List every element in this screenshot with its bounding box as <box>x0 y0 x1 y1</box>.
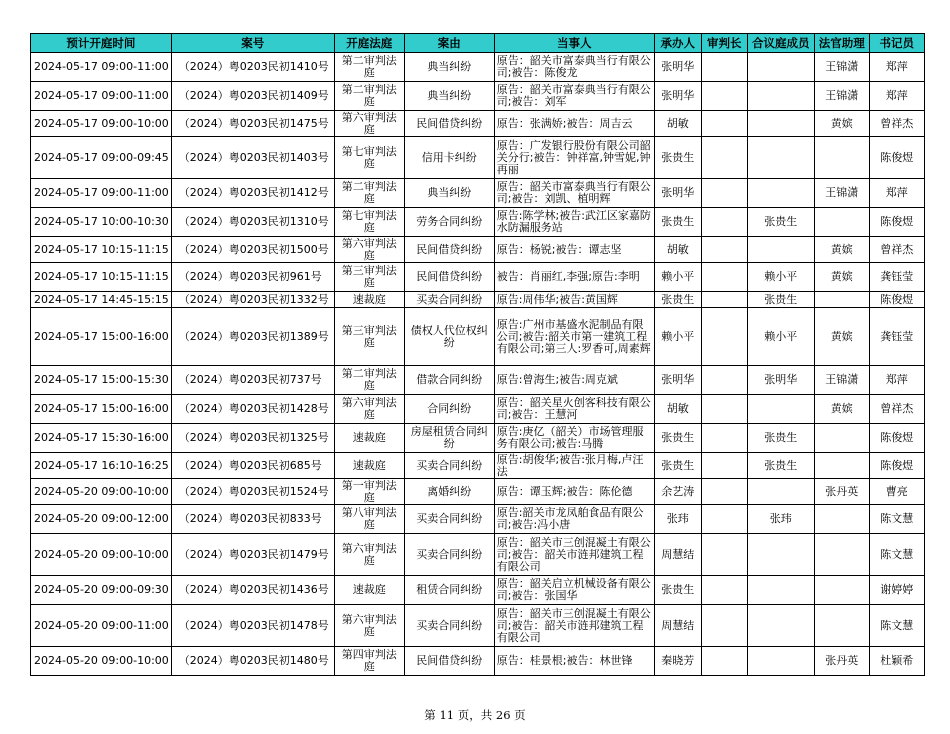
row-presiding <box>701 453 747 479</box>
row-cause: 典当纠纷 <box>404 82 494 111</box>
row-court: 第一审判法庭 <box>334 479 404 505</box>
row-presiding <box>701 179 747 208</box>
row-cause: 买卖合同纠纷 <box>404 292 494 308</box>
row-judge: 胡敏 <box>654 237 701 263</box>
row-panel <box>747 53 814 82</box>
table-row <box>31 292 925 308</box>
row-cause: 民间借贷纠纷 <box>404 647 494 676</box>
row-parties: 原告：谭玉辉;被告：陈伦德 <box>494 479 654 505</box>
row-parties: 被告：肖丽红,李强;原告:李明 <box>494 263 654 292</box>
row-case-no: （2024）粤0203民初1409号 <box>171 82 334 111</box>
row-cause: 借款合同纠纷 <box>404 366 494 395</box>
row-court: 第七审判法庭 <box>334 137 404 179</box>
row-time: 2024-05-20 09:00-11:00 <box>31 605 172 647</box>
row-case-no: （2024）粤0203民初737号 <box>171 366 334 395</box>
col-header-presiding: 审判长 <box>701 34 747 53</box>
page-footer: 第 11 页，共 26 页 <box>424 708 526 722</box>
row-presiding <box>701 53 747 82</box>
row-assistant: 王锦潇 <box>814 53 869 82</box>
row-judge: 张明华 <box>654 179 701 208</box>
col-header-time: 预计开庭时间 <box>31 34 172 53</box>
row-clerk: 谢婷婷 <box>869 576 924 605</box>
row-presiding <box>701 576 747 605</box>
row-time: 2024-05-17 09:00-11:00 <box>31 53 172 82</box>
row-time: 2024-05-20 09:00-09:30 <box>31 576 172 605</box>
row-time: 2024-05-20 09:00-10:00 <box>31 647 172 676</box>
row-parties: 原告：桂景根;被告：林世锋 <box>494 647 654 676</box>
row-case-no: （2024）粤0203民初1500号 <box>171 237 334 263</box>
row-judge: 张贵生 <box>654 208 701 237</box>
row-judge: 余艺涛 <box>654 479 701 505</box>
row-judge: 张贵生 <box>654 137 701 179</box>
row-panel: 赖小平 <box>747 263 814 292</box>
row-panel <box>747 576 814 605</box>
row-cause: 信用卡纠纷 <box>404 137 494 179</box>
row-court: 第四审判法庭 <box>334 647 404 676</box>
row-parties: 原告:广州市基盛水泥制品有限公司;被告:韶关市第一建筑工程有限公司;第三人:罗香可,周素辉 <box>494 308 654 366</box>
col-header-cause: 案由 <box>404 34 494 53</box>
row-court: 速裁庭 <box>334 292 404 308</box>
col-header-clerk: 书记员 <box>869 34 924 53</box>
col-header-parties: 当事人 <box>494 34 654 53</box>
row-assistant <box>814 208 869 237</box>
row-judge: 张明华 <box>654 53 701 82</box>
row-parties: 原告：韶关星火创客科技有限公司;被告：王慧河 <box>494 395 654 424</box>
row-assistant: 王锦潇 <box>814 366 869 395</box>
hearing-schedule-table <box>30 33 925 676</box>
row-judge: 赖小平 <box>654 263 701 292</box>
row-parties: 原告：韶关市三创混凝土有限公司;被告：韶关市涟邦建筑工程有限公司 <box>494 534 654 576</box>
row-clerk: 陈俊煜 <box>869 208 924 237</box>
row-presiding <box>701 263 747 292</box>
row-cause: 买卖合同纠纷 <box>404 534 494 576</box>
table-row <box>31 237 925 263</box>
row-court: 第二审判法庭 <box>334 366 404 395</box>
row-court: 第六审判法庭 <box>334 237 404 263</box>
row-clerk: 曾祥杰 <box>869 111 924 137</box>
row-parties: 原告:胡俊华;被告:张月梅,卢汪法 <box>494 453 654 479</box>
col-header-panel: 合议庭成员 <box>747 34 814 53</box>
row-panel: 赖小平 <box>747 308 814 366</box>
row-clerk: 陈文慧 <box>869 505 924 534</box>
row-court: 第三审判法庭 <box>334 263 404 292</box>
row-court: 第二审判法庭 <box>334 53 404 82</box>
row-cause: 债权人代位权纠纷 <box>404 308 494 366</box>
row-case-no: （2024）粤0203民初1332号 <box>171 292 334 308</box>
row-presiding <box>701 534 747 576</box>
row-cause: 民间借贷纠纷 <box>404 111 494 137</box>
row-time: 2024-05-17 15:30-16:00 <box>31 424 172 453</box>
row-clerk: 郑萍 <box>869 179 924 208</box>
row-time: 2024-05-20 09:00-10:00 <box>31 534 172 576</box>
row-judge: 胡敏 <box>654 395 701 424</box>
header-row <box>31 34 925 53</box>
row-presiding <box>701 82 747 111</box>
row-assistant <box>814 534 869 576</box>
row-panel <box>747 237 814 263</box>
row-case-no: （2024）粤0203民初685号 <box>171 453 334 479</box>
table-row <box>31 308 925 366</box>
row-case-no: （2024）粤0203民初1524号 <box>171 479 334 505</box>
row-cause: 典当纠纷 <box>404 53 494 82</box>
row-parties: 原告：张满娇;被告：周吉云 <box>494 111 654 137</box>
row-panel <box>747 395 814 424</box>
row-court: 速裁庭 <box>334 424 404 453</box>
row-presiding <box>701 292 747 308</box>
row-parties: 原告：韶关市富泰典当行有限公司;被告：刘凯、植明辉 <box>494 179 654 208</box>
row-cause: 劳务合同纠纷 <box>404 208 494 237</box>
row-court: 速裁庭 <box>334 453 404 479</box>
row-assistant <box>814 137 869 179</box>
row-presiding <box>701 647 747 676</box>
row-panel: 张明华 <box>747 366 814 395</box>
row-case-no: （2024）粤0203民初1325号 <box>171 424 334 453</box>
row-case-no: （2024）粤0203民初1310号 <box>171 208 334 237</box>
table-row <box>31 479 925 505</box>
row-clerk: 龚钰莹 <box>869 308 924 366</box>
row-clerk: 陈俊煜 <box>869 137 924 179</box>
row-panel <box>747 534 814 576</box>
row-assistant: 黄嫔 <box>814 308 869 366</box>
row-time: 2024-05-17 09:00-11:00 <box>31 82 172 111</box>
row-assistant <box>814 605 869 647</box>
row-judge: 张贵生 <box>654 292 701 308</box>
row-panel <box>747 647 814 676</box>
row-parties: 原告:周伟华;被告:黄国辉 <box>494 292 654 308</box>
row-cause: 民间借贷纠纷 <box>404 263 494 292</box>
row-court: 第七审判法庭 <box>334 208 404 237</box>
row-clerk: 陈俊煜 <box>869 453 924 479</box>
row-presiding <box>701 395 747 424</box>
row-case-no: （2024）粤0203民初1403号 <box>171 137 334 179</box>
row-judge: 秦晓芳 <box>654 647 701 676</box>
row-assistant <box>814 292 869 308</box>
row-panel <box>747 82 814 111</box>
col-header-case-no: 案号 <box>171 34 334 53</box>
row-time: 2024-05-17 15:00-15:30 <box>31 366 172 395</box>
row-parties: 原告:韶关市龙凤舶食品有限公司;被告:冯小唐 <box>494 505 654 534</box>
row-presiding <box>701 366 747 395</box>
row-assistant <box>814 505 869 534</box>
row-case-no: （2024）粤0203民初961号 <box>171 263 334 292</box>
row-court: 第八审判法庭 <box>334 505 404 534</box>
row-court: 第二审判法庭 <box>334 82 404 111</box>
row-clerk: 陈俊煜 <box>869 424 924 453</box>
row-case-no: （2024）粤0203民初1475号 <box>171 111 334 137</box>
row-clerk: 郑萍 <box>869 53 924 82</box>
row-assistant: 王锦潇 <box>814 179 869 208</box>
row-time: 2024-05-20 09:00-10:00 <box>31 479 172 505</box>
row-parties: 原告：广发银行股份有限公司韶关分行;被告：钟祥富,钟雪妮,钟再丽 <box>494 137 654 179</box>
row-clerk: 曹亮 <box>869 479 924 505</box>
row-presiding <box>701 479 747 505</box>
row-presiding <box>701 605 747 647</box>
row-court: 第六审判法庭 <box>334 111 404 137</box>
row-clerk: 陈文慧 <box>869 605 924 647</box>
row-judge: 张贵生 <box>654 453 701 479</box>
row-presiding <box>701 137 747 179</box>
row-time: 2024-05-17 09:00-11:00 <box>31 179 172 208</box>
row-assistant: 黄嫔 <box>814 395 869 424</box>
row-cause: 房屋租赁合同纠纷 <box>404 424 494 453</box>
row-panel <box>747 179 814 208</box>
table-row <box>31 208 925 237</box>
row-time: 2024-05-17 09:00-09:45 <box>31 137 172 179</box>
row-judge: 周慧结 <box>654 534 701 576</box>
row-assistant: 黄嫔 <box>814 263 869 292</box>
table-row <box>31 82 925 111</box>
table-row <box>31 576 925 605</box>
row-time: 2024-05-17 10:15-11:15 <box>31 237 172 263</box>
row-court: 第六审判法庭 <box>334 605 404 647</box>
row-assistant: 黄嫔 <box>814 111 869 137</box>
row-time: 2024-05-17 15:00-16:00 <box>31 308 172 366</box>
row-cause: 离婚纠纷 <box>404 479 494 505</box>
row-judge: 胡敏 <box>654 111 701 137</box>
row-assistant: 王锦潇 <box>814 82 869 111</box>
row-parties: 原告：韶关市富泰典当行有限公司;被告：陈俊龙 <box>494 53 654 82</box>
row-judge: 张玮 <box>654 505 701 534</box>
row-panel <box>747 605 814 647</box>
row-clerk: 陈俊煜 <box>869 292 924 308</box>
row-panel: 张贵生 <box>747 208 814 237</box>
row-panel: 张贵生 <box>747 453 814 479</box>
row-assistant: 张丹英 <box>814 479 869 505</box>
row-case-no: （2024）粤0203民初833号 <box>171 505 334 534</box>
row-parties: 原告：韶关启立机械设备有限公司;被告：张国华 <box>494 576 654 605</box>
row-time: 2024-05-17 09:00-10:00 <box>31 111 172 137</box>
row-case-no: （2024）粤0203民初1412号 <box>171 179 334 208</box>
row-parties: 原告:庚亿（韶关）市场管理服务有限公司;被告:马腾 <box>494 424 654 453</box>
table-row <box>31 534 925 576</box>
row-cause: 租赁合同纠纷 <box>404 576 494 605</box>
row-panel <box>747 137 814 179</box>
table-row <box>31 605 925 647</box>
row-clerk: 曾祥杰 <box>869 395 924 424</box>
row-court: 第六审判法庭 <box>334 395 404 424</box>
row-assistant <box>814 576 869 605</box>
row-assistant <box>814 453 869 479</box>
table-row <box>31 453 925 479</box>
row-clerk: 龚钰莹 <box>869 263 924 292</box>
row-panel: 张玮 <box>747 505 814 534</box>
row-parties: 原告：韶关市三创混凝土有限公司;被告：韶关市涟邦建筑工程有限公司 <box>494 605 654 647</box>
row-clerk: 郑萍 <box>869 82 924 111</box>
row-court: 速裁庭 <box>334 576 404 605</box>
row-case-no: （2024）粤0203民初1479号 <box>171 534 334 576</box>
table-row <box>31 137 925 179</box>
row-case-no: （2024）粤0203民初1389号 <box>171 308 334 366</box>
table-row <box>31 263 925 292</box>
row-time: 2024-05-17 10:00-10:30 <box>31 208 172 237</box>
row-case-no: （2024）粤0203民初1410号 <box>171 53 334 82</box>
row-parties: 原告:陈学林;被告:武江区家嘉防水防漏服务站 <box>494 208 654 237</box>
row-cause: 民间借贷纠纷 <box>404 237 494 263</box>
row-cause: 买卖合同纠纷 <box>404 505 494 534</box>
row-parties: 原告：韶关市富泰典当行有限公司;被告：刘军 <box>494 82 654 111</box>
col-header-court: 开庭法庭 <box>334 34 404 53</box>
row-court: 第六审判法庭 <box>334 534 404 576</box>
row-case-no: （2024）粤0203民初1436号 <box>171 576 334 605</box>
table-row <box>31 647 925 676</box>
row-clerk: 杜颖希 <box>869 647 924 676</box>
col-header-judge: 承办人 <box>654 34 701 53</box>
table-row <box>31 395 925 424</box>
row-cause: 买卖合同纠纷 <box>404 605 494 647</box>
row-judge: 张明华 <box>654 82 701 111</box>
row-presiding <box>701 111 747 137</box>
row-case-no: （2024）粤0203民初1480号 <box>171 647 334 676</box>
row-time: 2024-05-17 10:15-11:15 <box>31 263 172 292</box>
table-row <box>31 179 925 208</box>
row-assistant: 黄嫔 <box>814 237 869 263</box>
row-court: 第三审判法庭 <box>334 308 404 366</box>
row-presiding <box>701 208 747 237</box>
row-panel: 张贵生 <box>747 292 814 308</box>
row-time: 2024-05-17 15:00-16:00 <box>31 395 172 424</box>
row-clerk: 陈文慧 <box>869 534 924 576</box>
row-panel <box>747 111 814 137</box>
row-presiding <box>701 424 747 453</box>
row-time: 2024-05-20 09:00-12:00 <box>31 505 172 534</box>
table-row <box>31 505 925 534</box>
row-judge: 张明华 <box>654 366 701 395</box>
row-clerk: 郑萍 <box>869 366 924 395</box>
row-panel <box>747 479 814 505</box>
row-case-no: （2024）粤0203民初1428号 <box>171 395 334 424</box>
table-row <box>31 53 925 82</box>
row-cause: 合同纠纷 <box>404 395 494 424</box>
row-case-no: （2024）粤0203民初1478号 <box>171 605 334 647</box>
row-judge: 赖小平 <box>654 308 701 366</box>
row-parties: 原告:曾海生;被告:周克斌 <box>494 366 654 395</box>
row-time: 2024-05-17 16:10-16:25 <box>31 453 172 479</box>
row-cause: 典当纠纷 <box>404 179 494 208</box>
row-panel: 张贵生 <box>747 424 814 453</box>
row-presiding <box>701 308 747 366</box>
row-assistant: 张丹英 <box>814 647 869 676</box>
row-assistant <box>814 424 869 453</box>
table-row <box>31 111 925 137</box>
row-court: 第二审判法庭 <box>334 179 404 208</box>
row-judge: 张贵生 <box>654 576 701 605</box>
row-presiding <box>701 505 747 534</box>
row-judge: 周慧结 <box>654 605 701 647</box>
row-judge: 张贵生 <box>654 424 701 453</box>
row-time: 2024-05-17 14:45-15:15 <box>31 292 172 308</box>
row-presiding <box>701 237 747 263</box>
table-row <box>31 366 925 395</box>
table-row <box>31 424 925 453</box>
row-cause: 买卖合同纠纷 <box>404 453 494 479</box>
col-header-assistant: 法官助理 <box>814 34 869 53</box>
row-parties: 原告：杨锐;被告：谭志坚 <box>494 237 654 263</box>
row-clerk: 曾祥杰 <box>869 237 924 263</box>
